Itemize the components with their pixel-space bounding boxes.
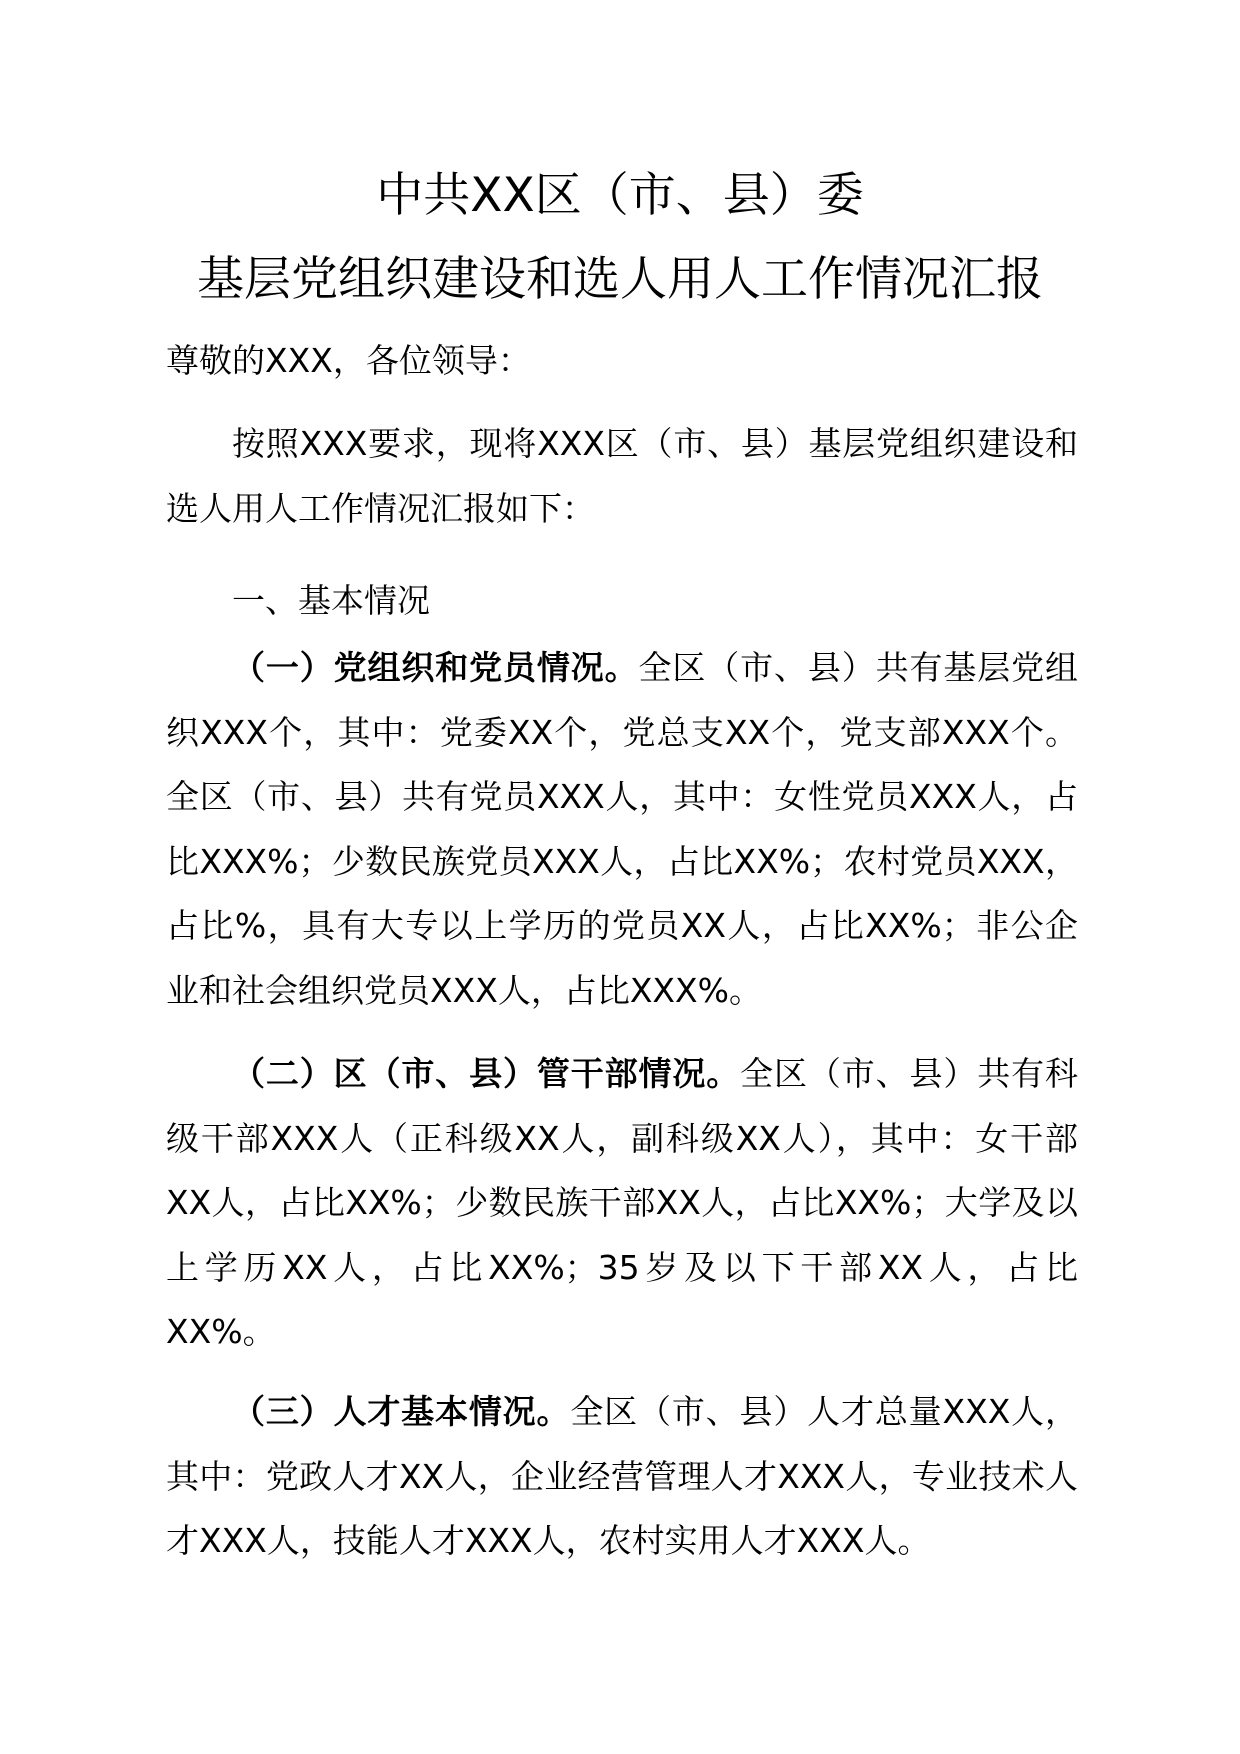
- paragraph-lead-heading: （二）区（市、县）管干部情况。: [232, 1054, 741, 1093]
- paragraph-lead-heading: （一）党组织和党员情况。: [232, 648, 639, 687]
- paragraph-talent: [166, 1380, 1078, 1574]
- paragraph-body: 全区（市、县）共有科级干部XXX人（正科级XX人，副科级XX人），其中：女干部XX人，占比XX%；少数民族干部XX人，占比XX%；大学及以上学历XX人，占比XX%；35岁及以下干部XX人，占比XX%。: [166, 1054, 1078, 1351]
- document-title-line-2: 基层党组织建设和选人用人工作情况汇报: [197, 252, 1043, 307]
- paragraph-body: 全区（市、县）人才总量XXX人，其中：党政人才XX人，企业经营管理人才XXX人，专业技术人才XXX人，技能人才XXX人，农村实用人才XXX人。: [166, 1392, 1079, 1560]
- paragraph-lead-heading: （三）人才基本情况。: [232, 1392, 571, 1431]
- document-title-line-1: 中共XX区（市、县）委: [376, 168, 864, 223]
- salutation: 尊敬的XXX，各位领导：: [166, 341, 531, 380]
- paragraph-party-organizations: [166, 636, 1078, 1023]
- intro-paragraph: 按照XXX要求，现将XXX区（市、县）基层党组织建设和选人用人工作情况汇报如下：: [166, 424, 1078, 528]
- section-1-heading: 一、基本情况: [232, 581, 430, 620]
- paragraph-cadres: [166, 1042, 1078, 1365]
- paragraph-body: 全区（市、县）共有基层党组织XXX个，其中：党委XX个，党总支XX个，党支部XXX个。全区（市、县）共有党员XXX人，其中：女性党员XXX人，占比XXX%；少数民族党员XXX人，占比XX%；农村党员XXX，占比%，具有大专以上学历的党员XX人，占比XX%；非公企业和社会组织党员XXX人，占比XXX%。: [166, 648, 1078, 1010]
